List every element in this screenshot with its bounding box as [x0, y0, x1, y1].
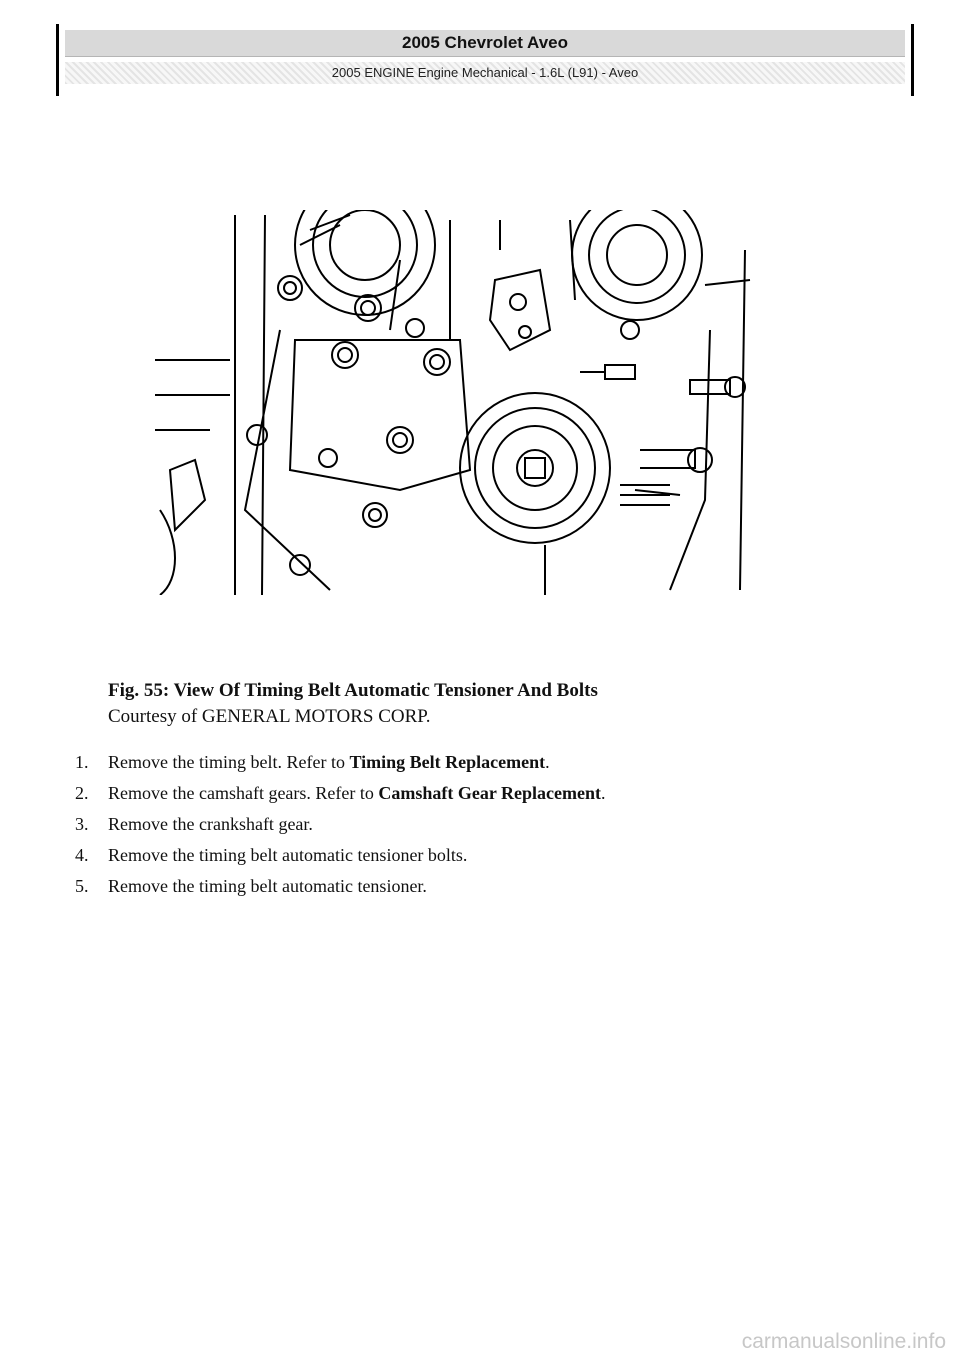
- step-text: Remove the timing belt automatic tensioner.: [108, 876, 427, 896]
- step-text: Remove the timing belt automatic tensioner bolts.: [108, 845, 468, 865]
- procedure-steps: [75, 750, 875, 905]
- figure-caption-credit: Courtesy of GENERAL MOTORS CORP.: [108, 706, 431, 727]
- step-link[interactable]: Timing Belt Replacement: [349, 752, 546, 772]
- step-text: Remove the camshaft gears. Refer to Camshaft Gear Replacement.: [108, 783, 606, 803]
- step-number: 5.: [75, 876, 89, 896]
- step-number: 1.: [75, 752, 89, 772]
- list-item: [75, 750, 875, 781]
- document-subtitle: 2005 ENGINE Engine Mechanical - 1.6L (L91) - Aveo: [65, 62, 905, 84]
- step-number: 3.: [75, 814, 89, 834]
- list-item: [75, 874, 875, 905]
- step-number: 4.: [75, 845, 89, 865]
- step-text: Remove the timing belt. Refer to Timing Belt Replacement.: [108, 752, 550, 772]
- watermark: carmanualsonline.info: [741, 1330, 946, 1353]
- step-link[interactable]: Camshaft Gear Replacement: [378, 783, 602, 803]
- list-item: [75, 843, 875, 874]
- page-header: [56, 24, 914, 96]
- figure-caption: [108, 678, 828, 730]
- step-text: Remove the crankshaft gear.: [108, 814, 313, 834]
- step-number: 2.: [75, 783, 89, 803]
- document-title: 2005 Chevrolet Aveo: [65, 30, 905, 57]
- timing-belt-tensioner-illustration: [150, 210, 760, 595]
- figure-caption-title: Fig. 55: View Of Timing Belt Automatic Tensioner And Bolts: [108, 680, 598, 701]
- list-item: [75, 781, 875, 812]
- list-item: [75, 812, 875, 843]
